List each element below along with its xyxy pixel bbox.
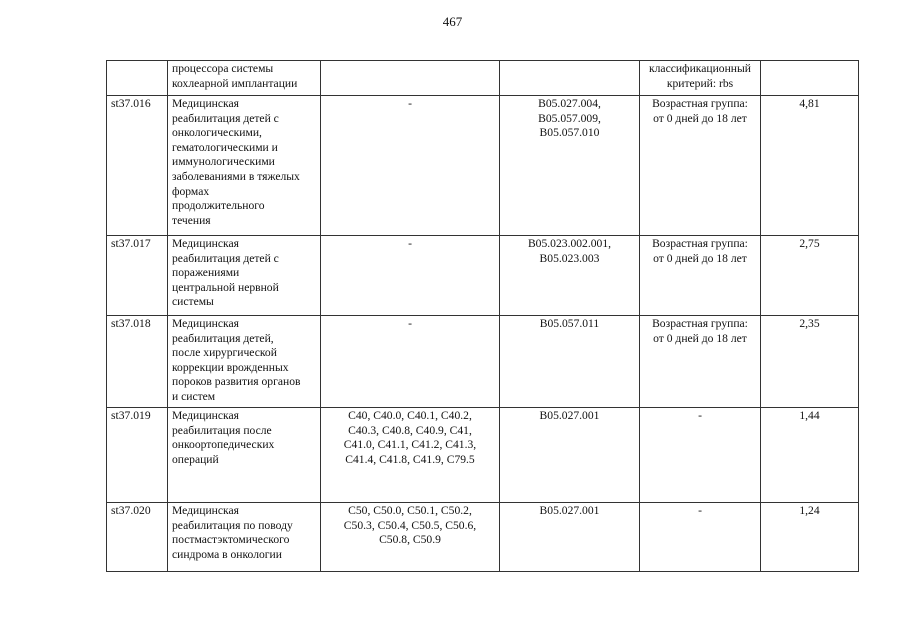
name-cell: [168, 408, 321, 503]
name-line: поражениями: [172, 266, 240, 280]
name-line: системы: [172, 295, 214, 309]
table-row: [107, 236, 859, 316]
diagnoses-line: C40, C40.0, C40.1, C40.2,: [348, 409, 472, 422]
coefficient-cell: 1,44: [761, 408, 859, 503]
criteria-cell: [640, 96, 761, 236]
criteria-line: критерий: rbs: [666, 76, 734, 90]
criteria-line: от 0 дней до 18 лет: [653, 331, 747, 345]
criteria-cell: [640, 408, 761, 503]
coefficient-cell: 2,35: [761, 316, 859, 408]
name-line: гематологическими и: [172, 140, 278, 154]
diagnoses-line: C40.3, C40.8, C40.9, C41,: [348, 423, 472, 437]
services-line: B05.023.003: [539, 251, 600, 265]
diagnoses-line: C50, C50.0, C50.1, C50.2,: [348, 504, 472, 517]
services-line: B05.057.010: [539, 126, 600, 140]
name-line: коррекции врожденных: [172, 360, 289, 374]
criteria-cell: [640, 503, 761, 572]
services-cell: [500, 96, 640, 236]
code-cell: st37.018: [107, 316, 168, 408]
services-line: B05.027.001: [539, 409, 600, 422]
name-line: Медицинская: [172, 97, 239, 110]
name-line: реабилитация детей,: [172, 331, 274, 345]
page-number: 467: [442, 14, 463, 29]
services-cell: [500, 236, 640, 316]
services-line: B05.023.002.001,: [527, 237, 612, 250]
services-cell: [500, 503, 640, 572]
criteria-line: от 0 дней до 18 лет: [653, 111, 747, 125]
criteria-line: Возрастная группа:: [652, 97, 748, 110]
name-cell: [168, 503, 321, 572]
diagnoses-line: -: [408, 317, 412, 330]
services-line: B05.057.011: [539, 317, 600, 330]
name-line: Медицинская: [172, 237, 239, 250]
coefficient-cell: 2,75: [761, 236, 859, 316]
services-line: B05.057.009,: [538, 111, 601, 125]
name-line: заболеваниями в тяжелых: [172, 169, 300, 183]
table-row: [107, 408, 859, 503]
name-line: операций: [172, 452, 219, 466]
diagnoses-cell: [321, 316, 500, 408]
code-cell: [107, 61, 168, 96]
code-cell: st37.019: [107, 408, 168, 503]
coefficient-cell: 4,81: [761, 96, 859, 236]
services-cell: [500, 61, 640, 96]
name-line: продолжительного: [172, 199, 265, 213]
name-line: иммунологическими: [172, 155, 275, 169]
services-cell: [500, 408, 640, 503]
diagnoses-line: C50.8, C50.9: [379, 533, 441, 547]
diagnoses-cell: [321, 236, 500, 316]
name-cell: [168, 61, 321, 96]
tariff-table: [106, 60, 859, 572]
code-cell: st37.017: [107, 236, 168, 316]
name-line: постмастэктомического: [172, 533, 290, 547]
diagnoses-line: -: [408, 237, 412, 250]
name-line: реабилитация детей с: [172, 251, 279, 265]
name-line: реабилитация по поводу: [172, 518, 293, 532]
coefficient-cell: 1,24: [761, 503, 859, 572]
name-cell: [168, 316, 321, 408]
services-line: B05.027.001: [539, 504, 600, 517]
name-line: формах: [172, 184, 210, 198]
name-line: Медицинская: [172, 409, 239, 422]
diagnoses-line: C41.4, C41.8, C41.9, C79.5: [345, 452, 475, 466]
table-row: [107, 96, 859, 236]
criteria-line: Возрастная группа:: [652, 317, 748, 330]
name-line: и систем: [172, 389, 216, 403]
services-line: B05.027.004,: [538, 97, 601, 110]
code-cell: st37.016: [107, 96, 168, 236]
diagnoses-line: -: [408, 97, 412, 110]
criteria-line: от 0 дней до 18 лет: [653, 251, 747, 265]
name-line: онкоортопедических: [172, 438, 275, 452]
name-line: центральной нервной: [172, 280, 279, 294]
services-cell: [500, 316, 640, 408]
tariff-table-body: [107, 61, 859, 572]
diagnoses-line: C50.3, C50.4, C50.5, C50.6,: [343, 518, 477, 532]
criteria-line: -: [698, 409, 702, 422]
name-line: течения: [172, 213, 211, 227]
name-line: онкологическими,: [172, 126, 262, 140]
name-line: Медицинская: [172, 504, 239, 517]
name-line: после хирургической: [172, 346, 277, 360]
code-cell: st37.020: [107, 503, 168, 572]
name-line: Медицинская: [172, 317, 239, 330]
name-line: кохлеарной имплантации: [172, 76, 298, 90]
name-line: реабилитация после: [172, 423, 272, 437]
diagnoses-cell: [321, 96, 500, 236]
criteria-cell: [640, 236, 761, 316]
criteria-cell: [640, 61, 761, 96]
criteria-line: классификационный: [649, 62, 751, 75]
name-line: синдрома в онкологии: [172, 547, 282, 561]
table-row: [107, 503, 859, 572]
coefficient-cell: [761, 61, 859, 96]
diagnoses-cell: [321, 408, 500, 503]
name-cell: [168, 236, 321, 316]
name-line: процессора системы: [172, 62, 274, 75]
name-line: пороков развития органов: [172, 375, 301, 389]
criteria-cell: [640, 316, 761, 408]
criteria-line: -: [698, 504, 702, 517]
diagnoses-cell: [321, 503, 500, 572]
table-row: [107, 61, 859, 96]
diagnoses-cell: [321, 61, 500, 96]
diagnoses-line: C41.0, C41.1, C41.2, C41.3,: [343, 438, 477, 452]
name-cell: [168, 96, 321, 236]
name-line: реабилитация детей с: [172, 111, 279, 125]
table-row: [107, 316, 859, 408]
criteria-line: Возрастная группа:: [652, 237, 748, 250]
